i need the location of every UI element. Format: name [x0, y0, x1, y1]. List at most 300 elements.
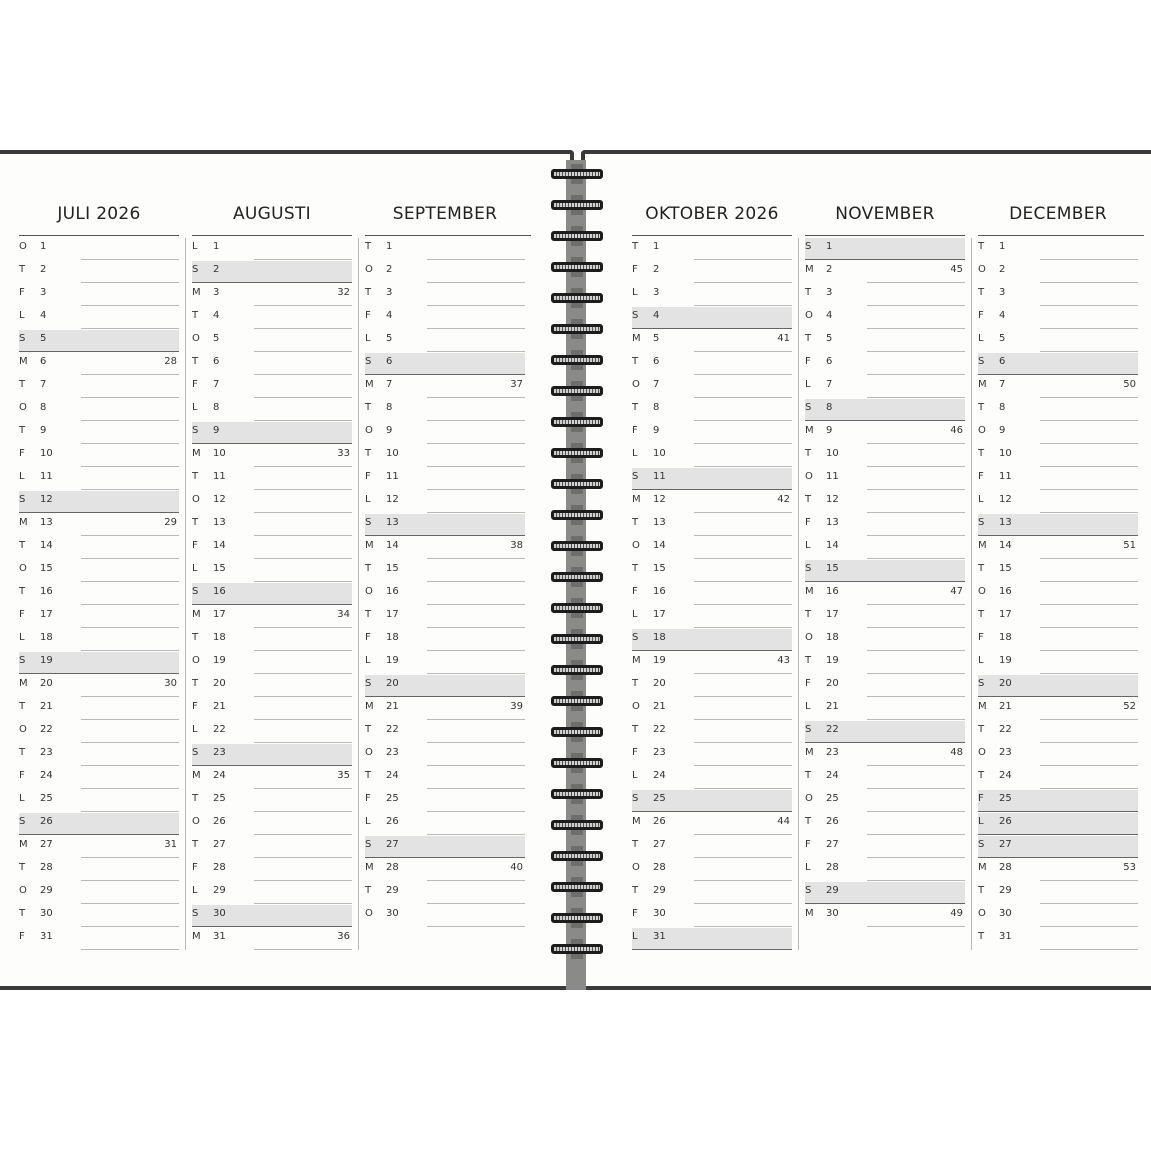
day-row[interactable] — [805, 467, 965, 490]
day-row[interactable] — [19, 467, 179, 490]
day-number: 12 — [40, 494, 53, 505]
day-row[interactable] — [192, 904, 352, 927]
day-row[interactable] — [192, 306, 352, 329]
day-row[interactable] — [978, 582, 1138, 605]
weekday-letter: T — [978, 287, 985, 298]
column-separator — [971, 238, 972, 950]
day-number: 5 — [999, 333, 1006, 344]
day-row[interactable] — [978, 237, 1138, 260]
day-number: 28 — [826, 862, 839, 873]
day-row[interactable] — [365, 467, 525, 490]
month-title: NOVEMBER — [835, 204, 935, 224]
day-row[interactable] — [632, 444, 792, 467]
week-number: 47 — [950, 586, 963, 597]
day-number: 1 — [826, 241, 833, 252]
writing-line — [867, 926, 965, 927]
day-row[interactable] — [192, 927, 352, 950]
day-row[interactable] — [805, 904, 965, 927]
day-row[interactable] — [192, 329, 352, 352]
day-row[interactable] — [365, 743, 525, 766]
day-row[interactable] — [19, 490, 179, 513]
spiral-ring — [551, 477, 603, 491]
day-number: 1 — [40, 241, 47, 252]
day-number: 14 — [826, 540, 839, 551]
day-row[interactable] — [192, 237, 352, 260]
day-row[interactable] — [19, 743, 179, 766]
day-row[interactable] — [632, 835, 792, 858]
day-row[interactable] — [978, 260, 1138, 283]
day-row[interactable] — [632, 881, 792, 904]
weekday-letter: F — [19, 609, 25, 620]
day-row[interactable] — [805, 628, 965, 651]
weekday-letter: M — [365, 862, 374, 873]
weekday-letter: M — [192, 609, 201, 620]
day-row[interactable] — [192, 375, 352, 398]
day-row[interactable] — [192, 513, 352, 536]
day-row[interactable] — [192, 467, 352, 490]
day-row[interactable] — [192, 559, 352, 582]
day-row[interactable] — [805, 237, 965, 260]
day-row[interactable] — [365, 881, 525, 904]
weekday-letter: M — [632, 494, 641, 505]
day-row[interactable] — [192, 766, 352, 789]
day-row[interactable] — [365, 674, 525, 697]
day-row[interactable] — [978, 467, 1138, 490]
day-row[interactable] — [978, 329, 1138, 352]
day-row[interactable] — [978, 605, 1138, 628]
day-row[interactable] — [365, 352, 525, 375]
day-row[interactable] — [632, 697, 792, 720]
day-row[interactable] — [365, 904, 525, 927]
day-row[interactable] — [805, 490, 965, 513]
day-row[interactable] — [19, 789, 179, 812]
weekday-letter: S — [978, 678, 985, 689]
day-row[interactable] — [978, 927, 1138, 950]
day-number: 6 — [653, 356, 660, 367]
day-row[interactable] — [978, 536, 1138, 559]
day-row[interactable] — [978, 421, 1138, 444]
day-row[interactable] — [805, 513, 965, 536]
day-row[interactable] — [978, 398, 1138, 421]
day-row[interactable] — [632, 352, 792, 375]
weekday-letter: O — [192, 333, 200, 344]
day-row[interactable] — [19, 582, 179, 605]
day-row[interactable] — [805, 582, 965, 605]
day-row[interactable] — [192, 444, 352, 467]
day-row[interactable] — [365, 858, 525, 881]
spiral-ring — [551, 942, 603, 956]
weekday-letter: M — [805, 908, 814, 919]
day-row[interactable] — [365, 375, 525, 398]
day-row[interactable] — [978, 835, 1138, 858]
day-row[interactable] — [19, 306, 179, 329]
day-number: 20 — [826, 678, 839, 689]
weekday-letter: S — [805, 885, 812, 896]
day-row[interactable] — [192, 421, 352, 444]
day-row[interactable] — [19, 375, 179, 398]
day-row[interactable] — [192, 352, 352, 375]
week-number: 42 — [777, 494, 790, 505]
day-row[interactable] — [632, 927, 792, 950]
day-row[interactable] — [365, 766, 525, 789]
day-number: 27 — [826, 839, 839, 850]
day-number: 13 — [999, 517, 1012, 528]
day-number: 20 — [213, 678, 226, 689]
day-row[interactable] — [365, 812, 525, 835]
day-row[interactable] — [365, 605, 525, 628]
day-number: 9 — [999, 425, 1006, 436]
day-row[interactable] — [192, 835, 352, 858]
day-number: 16 — [40, 586, 53, 597]
day-row[interactable] — [632, 467, 792, 490]
weekday-letter: T — [978, 885, 985, 896]
day-row[interactable] — [978, 352, 1138, 375]
weekday-letter: T — [192, 793, 199, 804]
day-row[interactable] — [632, 283, 792, 306]
day-number: 16 — [826, 586, 839, 597]
weekday-letter: T — [19, 264, 26, 275]
weekday-letter: L — [805, 379, 811, 390]
day-row[interactable] — [632, 858, 792, 881]
day-row[interactable] — [805, 835, 965, 858]
day-row[interactable] — [978, 375, 1138, 398]
day-row[interactable] — [805, 674, 965, 697]
day-row[interactable] — [805, 398, 965, 421]
weekday-letter: S — [19, 655, 26, 666]
weekday-letter: M — [978, 540, 987, 551]
day-row[interactable] — [632, 789, 792, 812]
spiral-binding — [551, 160, 603, 990]
day-row[interactable] — [365, 329, 525, 352]
weekday-letter: S — [805, 724, 812, 735]
day-number: 20 — [386, 678, 399, 689]
weekday-letter: T — [19, 908, 26, 919]
day-row[interactable] — [19, 628, 179, 651]
week-number: 40 — [510, 862, 523, 873]
weekday-letter: T — [632, 356, 639, 367]
week-number: 41 — [777, 333, 790, 344]
day-row[interactable] — [365, 835, 525, 858]
day-row[interactable] — [805, 858, 965, 881]
day-row[interactable] — [978, 720, 1138, 743]
day-row[interactable] — [192, 789, 352, 812]
day-row[interactable] — [192, 881, 352, 904]
day-row[interactable] — [805, 789, 965, 812]
weekday-letter: L — [365, 816, 371, 827]
day-row[interactable] — [632, 490, 792, 513]
day-row[interactable] — [19, 720, 179, 743]
day-number: 3 — [826, 287, 833, 298]
day-row[interactable] — [19, 513, 179, 536]
day-row[interactable] — [978, 858, 1138, 881]
spiral-ring — [551, 322, 603, 336]
weekday-letter: T — [978, 770, 985, 781]
day-row[interactable] — [632, 904, 792, 927]
week-number: 39 — [510, 701, 523, 712]
month-header-rule — [192, 235, 352, 236]
day-row[interactable] — [365, 421, 525, 444]
day-row[interactable] — [632, 812, 792, 835]
day-row[interactable] — [365, 490, 525, 513]
day-row[interactable] — [632, 513, 792, 536]
spiral-ring — [551, 198, 603, 212]
day-row[interactable] — [365, 651, 525, 674]
day-row[interactable] — [632, 743, 792, 766]
day-number: 30 — [653, 908, 666, 919]
day-number: 19 — [999, 655, 1012, 666]
day-row[interactable] — [978, 743, 1138, 766]
day-row[interactable] — [192, 605, 352, 628]
day-row[interactable] — [632, 536, 792, 559]
weekday-letter: O — [365, 747, 373, 758]
weekday-letter: F — [632, 908, 638, 919]
day-row[interactable] — [192, 260, 352, 283]
day-row[interactable] — [805, 766, 965, 789]
day-row[interactable] — [365, 582, 525, 605]
day-number: 19 — [653, 655, 666, 666]
day-number: 16 — [213, 586, 226, 597]
day-number: 8 — [213, 402, 220, 413]
day-row[interactable] — [632, 260, 792, 283]
weekday-letter: L — [632, 770, 638, 781]
weekday-letter: O — [192, 494, 200, 505]
day-row[interactable] — [19, 904, 179, 927]
week-number: 48 — [950, 747, 963, 758]
day-row[interactable] — [365, 398, 525, 421]
day-row[interactable] — [192, 720, 352, 743]
day-row[interactable] — [978, 306, 1138, 329]
day-row[interactable] — [805, 283, 965, 306]
day-row[interactable] — [978, 490, 1138, 513]
day-row[interactable] — [19, 329, 179, 352]
day-row[interactable] — [192, 812, 352, 835]
day-number: 18 — [826, 632, 839, 643]
spiral-ring — [551, 167, 603, 181]
day-number: 4 — [386, 310, 393, 321]
weekday-letter: F — [978, 471, 984, 482]
weekday-letter: T — [365, 724, 372, 735]
column-separator — [358, 238, 359, 950]
day-row[interactable] — [192, 283, 352, 306]
weekday-letter: M — [365, 701, 374, 712]
weekday-letter: L — [632, 931, 638, 942]
weekday-letter: T — [632, 517, 639, 528]
day-row[interactable] — [632, 766, 792, 789]
day-number: 23 — [826, 747, 839, 758]
day-row[interactable] — [632, 674, 792, 697]
day-row[interactable] — [805, 421, 965, 444]
day-row[interactable] — [365, 237, 525, 260]
day-row[interactable] — [632, 421, 792, 444]
weekday-letter: F — [365, 310, 371, 321]
day-number: 3 — [386, 287, 393, 298]
day-row[interactable] — [192, 398, 352, 421]
day-number: 11 — [40, 471, 53, 482]
day-row[interactable] — [978, 812, 1138, 835]
day-row[interactable] — [805, 536, 965, 559]
day-row[interactable] — [978, 651, 1138, 674]
weekday-letter: S — [192, 586, 199, 597]
day-row[interactable] — [632, 329, 792, 352]
day-row[interactable] — [805, 559, 965, 582]
day-row[interactable] — [978, 674, 1138, 697]
week-number: 49 — [950, 908, 963, 919]
weekday-letter: L — [632, 609, 638, 620]
day-row[interactable] — [632, 651, 792, 674]
day-row[interactable] — [805, 444, 965, 467]
week-number: 32 — [337, 287, 350, 298]
day-row[interactable] — [19, 858, 179, 881]
day-row[interactable] — [365, 513, 525, 536]
day-row[interactable] — [192, 743, 352, 766]
day-row[interactable] — [19, 812, 179, 835]
day-row[interactable] — [19, 651, 179, 674]
weekday-letter: T — [365, 770, 372, 781]
weekday-letter: L — [805, 862, 811, 873]
day-row[interactable] — [19, 697, 179, 720]
day-row[interactable] — [632, 375, 792, 398]
day-row[interactable] — [192, 490, 352, 513]
day-number: 21 — [386, 701, 399, 712]
day-row[interactable] — [978, 789, 1138, 812]
weekday-letter: L — [365, 655, 371, 666]
week-number: 28 — [164, 356, 177, 367]
day-row[interactable] — [632, 720, 792, 743]
day-number: 24 — [213, 770, 226, 781]
spiral-ring — [551, 570, 603, 584]
day-number: 30 — [386, 908, 399, 919]
day-number: 31 — [213, 931, 226, 942]
day-row[interactable] — [805, 260, 965, 283]
day-row[interactable] — [632, 306, 792, 329]
day-number: 28 — [999, 862, 1012, 873]
day-number: 7 — [826, 379, 833, 390]
day-row[interactable] — [978, 697, 1138, 720]
day-row[interactable] — [19, 835, 179, 858]
weekday-letter: T — [805, 333, 812, 344]
day-row[interactable] — [805, 881, 965, 904]
day-number: 5 — [40, 333, 47, 344]
day-row[interactable] — [365, 697, 525, 720]
day-number: 30 — [999, 908, 1012, 919]
day-row[interactable] — [192, 697, 352, 720]
day-row[interactable] — [19, 881, 179, 904]
day-number: 23 — [653, 747, 666, 758]
day-row[interactable] — [365, 260, 525, 283]
day-row[interactable] — [19, 352, 179, 375]
day-row[interactable] — [19, 237, 179, 260]
day-number: 24 — [653, 770, 666, 781]
day-row[interactable] — [192, 651, 352, 674]
day-row[interactable] — [805, 352, 965, 375]
day-number: 7 — [40, 379, 47, 390]
day-row[interactable] — [805, 375, 965, 398]
weekday-letter: M — [978, 862, 987, 873]
day-row[interactable] — [365, 789, 525, 812]
day-number: 5 — [826, 333, 833, 344]
day-row[interactable] — [365, 536, 525, 559]
day-row[interactable] — [19, 559, 179, 582]
weekday-letter: M — [19, 356, 28, 367]
day-number: 22 — [826, 724, 839, 735]
day-row[interactable] — [632, 582, 792, 605]
day-number: 8 — [386, 402, 393, 413]
day-row[interactable] — [978, 559, 1138, 582]
day-row[interactable] — [192, 674, 352, 697]
day-row[interactable] — [632, 559, 792, 582]
week-number: 53 — [1123, 862, 1136, 873]
day-row[interactable] — [192, 628, 352, 651]
day-row[interactable] — [19, 398, 179, 421]
day-number: 6 — [999, 356, 1006, 367]
day-row[interactable] — [19, 283, 179, 306]
day-row[interactable] — [805, 651, 965, 674]
day-row[interactable] — [805, 306, 965, 329]
day-row[interactable] — [632, 628, 792, 651]
day-row[interactable] — [978, 444, 1138, 467]
day-row[interactable] — [19, 421, 179, 444]
day-row[interactable] — [19, 605, 179, 628]
day-row[interactable] — [805, 329, 965, 352]
day-row[interactable] — [192, 858, 352, 881]
day-row[interactable] — [978, 283, 1138, 306]
day-row[interactable] — [805, 697, 965, 720]
day-number: 5 — [386, 333, 393, 344]
day-row[interactable] — [365, 628, 525, 651]
day-row[interactable] — [19, 536, 179, 559]
day-number: 13 — [653, 517, 666, 528]
day-row[interactable] — [978, 628, 1138, 651]
day-row[interactable] — [632, 605, 792, 628]
weekday-letter: O — [365, 908, 373, 919]
day-row[interactable] — [365, 559, 525, 582]
day-number: 2 — [213, 264, 220, 275]
day-number: 25 — [213, 793, 226, 804]
day-row[interactable] — [19, 444, 179, 467]
day-row[interactable] — [19, 766, 179, 789]
day-row[interactable] — [365, 444, 525, 467]
day-row[interactable] — [365, 283, 525, 306]
day-row[interactable] — [632, 237, 792, 260]
weekday-letter: F — [365, 793, 371, 804]
day-number: 25 — [40, 793, 53, 804]
month-title: AUGUSTI — [233, 204, 311, 224]
day-row[interactable] — [192, 536, 352, 559]
day-row[interactable] — [19, 674, 179, 697]
day-row[interactable] — [19, 927, 179, 950]
day-row[interactable] — [805, 743, 965, 766]
day-row[interactable] — [805, 812, 965, 835]
day-row[interactable] — [365, 720, 525, 743]
day-row[interactable] — [192, 582, 352, 605]
day-row[interactable] — [978, 881, 1138, 904]
writing-line — [427, 926, 525, 927]
day-row[interactable] — [978, 904, 1138, 927]
weekday-letter: O — [365, 586, 373, 597]
day-number: 23 — [999, 747, 1012, 758]
day-row[interactable] — [805, 720, 965, 743]
day-number: 1 — [213, 241, 220, 252]
day-row[interactable] — [19, 260, 179, 283]
day-row[interactable] — [805, 605, 965, 628]
week-number: 50 — [1123, 379, 1136, 390]
week-number: 46 — [950, 425, 963, 436]
day-row[interactable] — [978, 513, 1138, 536]
weekday-letter: S — [365, 678, 372, 689]
day-row[interactable] — [632, 398, 792, 421]
day-row[interactable] — [978, 766, 1138, 789]
day-row[interactable] — [365, 306, 525, 329]
